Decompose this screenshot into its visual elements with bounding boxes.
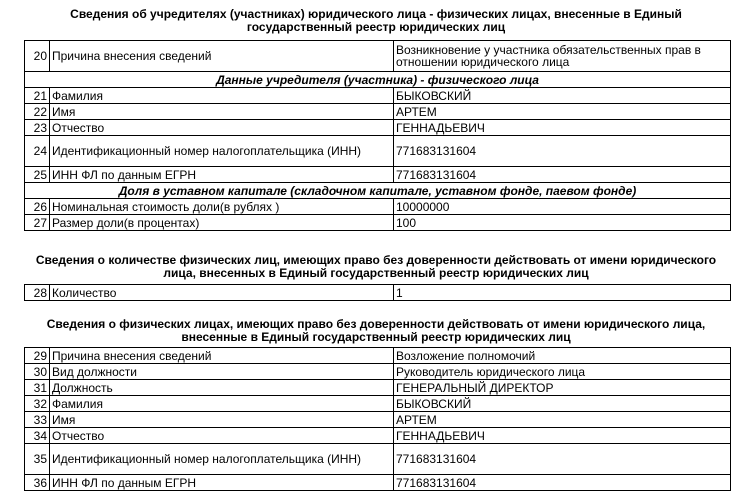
row-value: БЫКОВСКИЙ	[394, 88, 731, 104]
row-value: ГЕННАДЬЕВИЧ	[394, 120, 731, 136]
count-heading: Сведения о количестве физических лиц, имеющих право без доверенности действовать от имени юридического лица, внесенных в Единый государственный реестр юридических лиц	[35, 253, 717, 280]
table-row	[25, 120, 731, 136]
row-label: Отчество	[50, 428, 394, 444]
row-number: 28	[25, 285, 50, 301]
row-label: Номинальная стоимость доли(в рублях )	[50, 199, 394, 215]
persons-table	[24, 347, 731, 491]
row-number: 20	[25, 41, 50, 72]
table-row	[25, 167, 731, 183]
row-value: АРТЕМ	[394, 412, 731, 428]
row-number: 29	[25, 348, 50, 364]
row-number: 31	[25, 380, 50, 396]
row-label: Причина внесения сведений	[50, 348, 394, 364]
table-row	[25, 348, 731, 364]
row-label: Причина внесения сведений	[50, 41, 394, 72]
row-label: Количество	[50, 285, 394, 301]
table-row	[25, 136, 731, 167]
count-table	[24, 284, 731, 301]
row-value: БЫКОВСКИЙ	[394, 396, 731, 412]
row-value: Возникновение у участника обязательственных прав в отношении юридического лица	[394, 41, 731, 72]
row-number: 26	[25, 199, 50, 215]
table-row	[25, 475, 731, 491]
section-row	[25, 72, 731, 88]
row-label: ИНН ФЛ по данным ЕГРН	[50, 475, 394, 491]
table-row	[25, 380, 731, 396]
row-value: ГЕНЕРАЛЬНЫЙ ДИРЕКТОР	[394, 380, 731, 396]
row-value: ГЕННАДЬЕВИЧ	[394, 428, 731, 444]
table-row	[25, 364, 731, 380]
table-row	[25, 428, 731, 444]
table-row	[25, 215, 731, 231]
row-value: Возложение полномочий	[394, 348, 731, 364]
row-number: 34	[25, 428, 50, 444]
row-label: ИНН ФЛ по данным ЕГРН	[50, 167, 394, 183]
row-value: 771683131604	[394, 136, 731, 167]
table-row	[25, 444, 731, 475]
section-title: Данные учредителя (участника) - физического лица	[25, 72, 731, 88]
table-row	[25, 104, 731, 120]
table-row	[25, 396, 731, 412]
row-label: Имя	[50, 412, 394, 428]
row-label: Имя	[50, 104, 394, 120]
persons-heading: Сведения о физических лицах, имеющих право без доверенности действовать от имени юридического лица, внесенные в Единый государственный реестр юридических лиц	[46, 317, 706, 344]
row-number: 24	[25, 136, 50, 167]
row-value: Руководитель юридического лица	[394, 364, 731, 380]
section-title: Доля в уставном капитале (складочном капитале, уставном фонде, паевом фонде)	[25, 183, 731, 199]
row-number: 33	[25, 412, 50, 428]
row-value: АРТЕМ	[394, 104, 731, 120]
table-row	[25, 412, 731, 428]
row-number: 32	[25, 396, 50, 412]
row-label: Отчество	[50, 120, 394, 136]
row-label: Фамилия	[50, 396, 394, 412]
row-number: 27	[25, 215, 50, 231]
table-row	[25, 285, 731, 301]
row-value: 771683131604	[394, 444, 731, 475]
row-value: 771683131604	[394, 475, 731, 491]
row-label: Должность	[50, 380, 394, 396]
row-number: 22	[25, 104, 50, 120]
row-label: Идентификационный номер налогоплательщика (ИНН)	[50, 444, 394, 475]
table-row	[25, 199, 731, 215]
row-label: Идентификационный номер налогоплательщика (ИНН)	[50, 136, 394, 167]
row-value: 10000000	[394, 199, 731, 215]
row-number: 35	[25, 444, 50, 475]
row-label: Размер доли(в процентах)	[50, 215, 394, 231]
row-number: 21	[25, 88, 50, 104]
section-row	[25, 183, 731, 199]
row-value: 771683131604	[394, 167, 731, 183]
row-number: 36	[25, 475, 50, 491]
row-label: Фамилия	[50, 88, 394, 104]
row-value: 100	[394, 215, 731, 231]
row-number: 25	[25, 167, 50, 183]
table-row	[25, 88, 731, 104]
row-number: 23	[25, 120, 50, 136]
row-value: 1	[394, 285, 731, 301]
table-row	[25, 41, 731, 72]
row-label: Вид должности	[50, 364, 394, 380]
founders-heading: Сведения об учредителях (участниках) юридического лица - физических лицах, внесенные в Единый государственный реестр юридических лиц	[70, 7, 682, 34]
row-number: 30	[25, 364, 50, 380]
founders-table	[24, 40, 731, 231]
